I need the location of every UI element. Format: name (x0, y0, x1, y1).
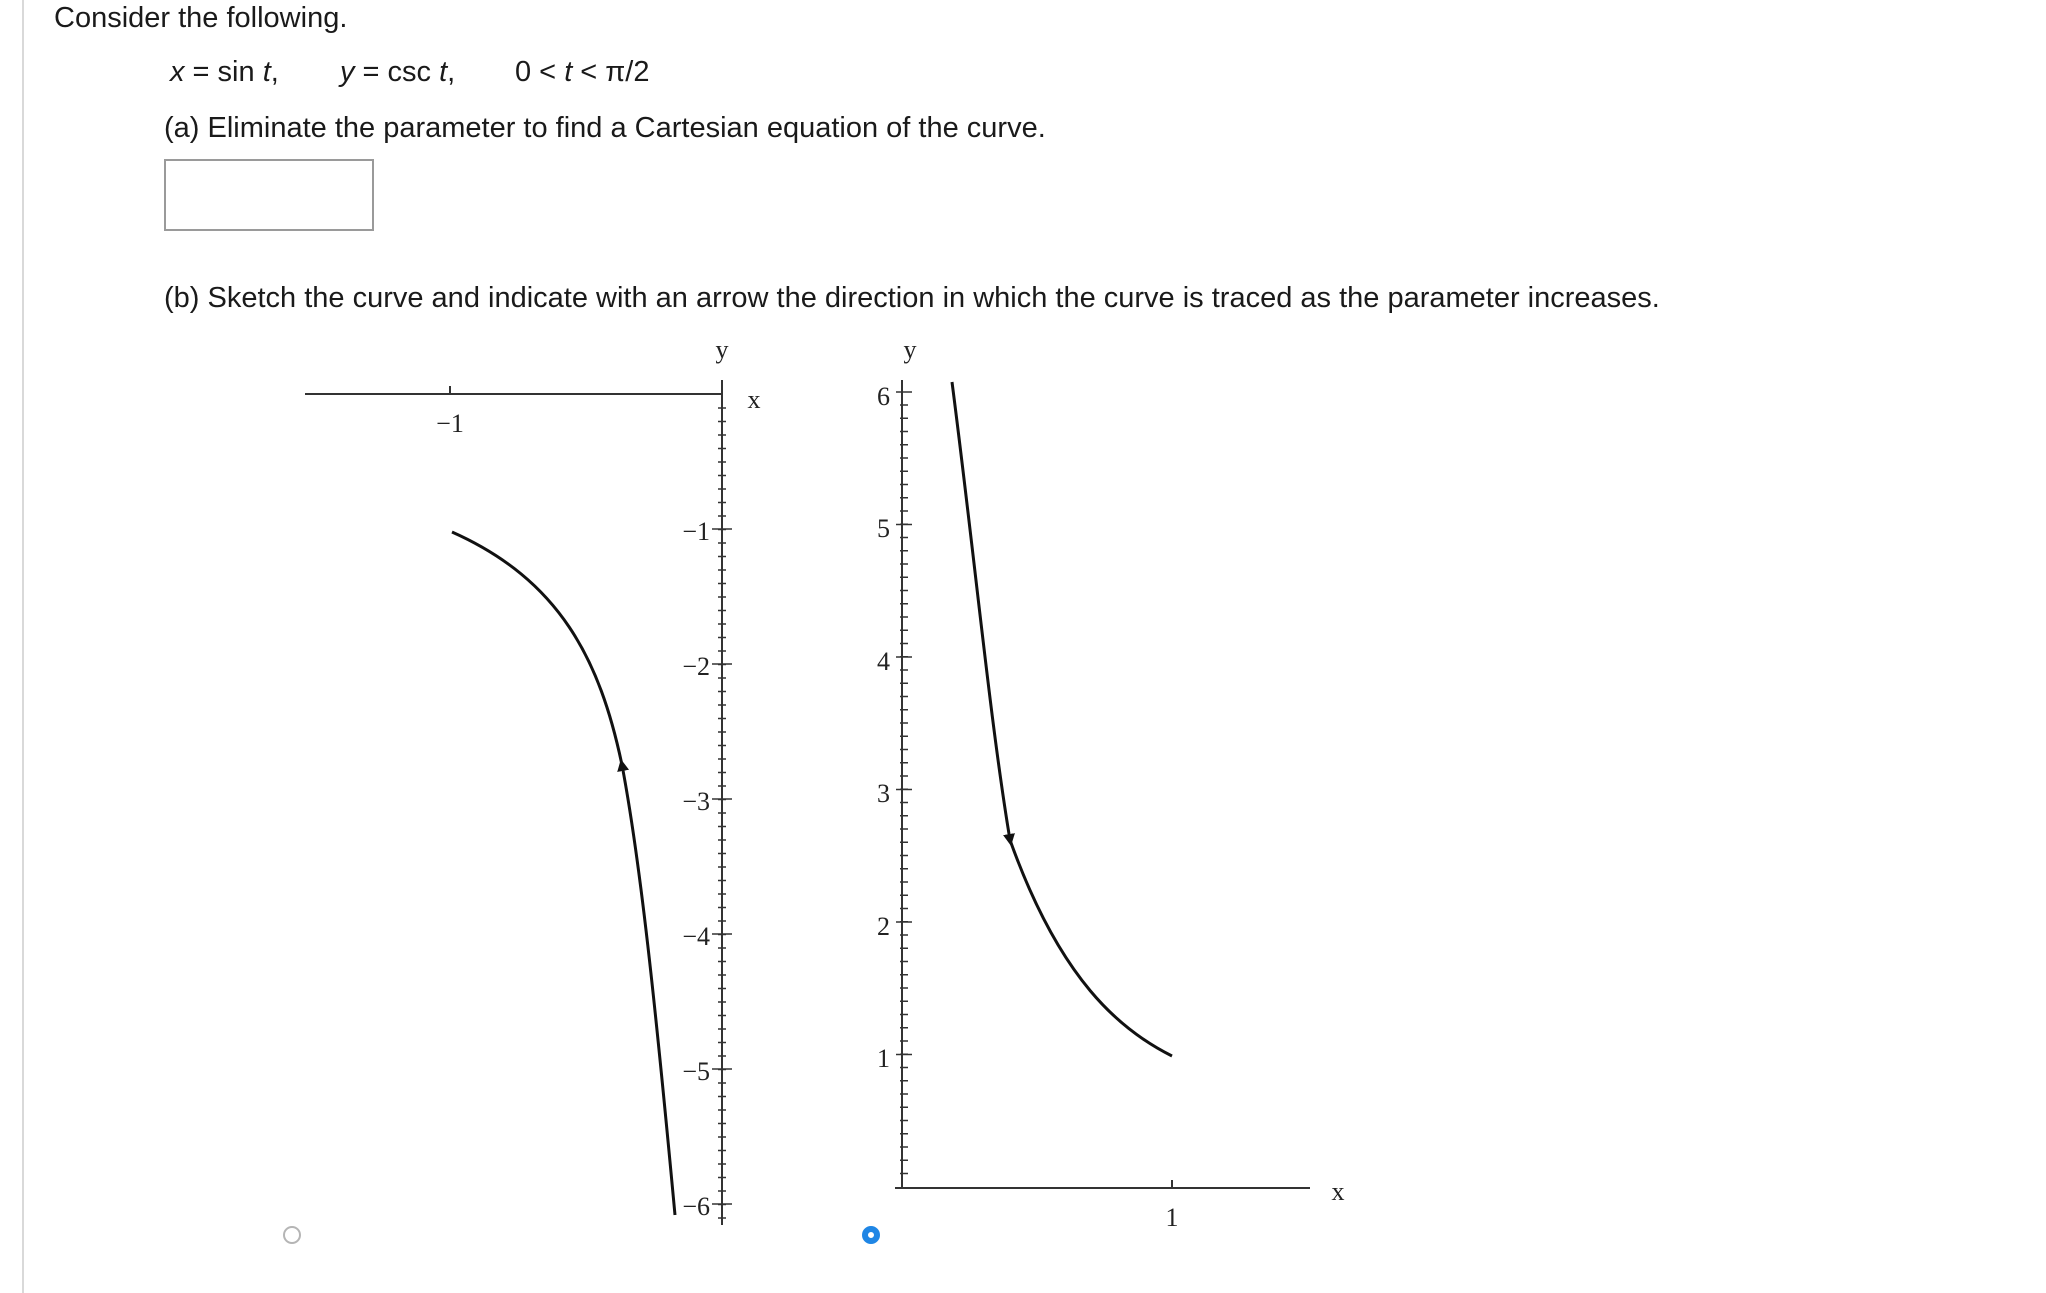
curve-upper-with-arrow (952, 382, 1010, 840)
y-tick-label: 1 (877, 1044, 890, 1073)
part-a-prompt: (a) Eliminate the parameter to find a Cartesian equation of the curve. (164, 112, 1046, 144)
y-tick-label: −4 (682, 922, 710, 951)
equation-range: 0 < t < π/2 (515, 56, 650, 88)
y-tick-label: 3 (877, 779, 890, 808)
y-tick-label: 4 (877, 647, 890, 676)
curve-lower-with-arrow (622, 765, 675, 1215)
part-b-prompt: (b) Sketch the curve and indicate with an arrow the direction in which the curve is traced as the parameter increases. (164, 282, 1660, 314)
question-intro: Consider the following. (54, 2, 348, 34)
curve-lower (1010, 840, 1172, 1056)
y-axis-label: y (903, 335, 917, 364)
y-tick-label: 5 (877, 514, 890, 543)
x-tick-label: 1 (1165, 1203, 1179, 1232)
option-a-radio[interactable] (283, 1226, 301, 1244)
graph-option-b (877, 335, 1345, 1232)
y-tick-label: −3 (682, 787, 710, 816)
x-axis-label: x (1331, 1177, 1345, 1206)
equation-y: y = csc t, (340, 56, 456, 88)
y-tick-label: −1 (682, 517, 710, 546)
graph-option-a (305, 335, 761, 1225)
y-tick-label: −5 (682, 1057, 710, 1086)
y-tick-label: 2 (877, 912, 890, 941)
y-axis-label: y (715, 335, 729, 364)
y-tick-label: 6 (877, 382, 890, 411)
x-tick-label: −1 (436, 409, 464, 438)
y-tick-label: −2 (682, 652, 710, 681)
y-tick-label: −6 (682, 1192, 710, 1221)
option-b-radio[interactable] (862, 1226, 880, 1244)
x-axis-label: x (747, 385, 761, 414)
curve-upper (452, 532, 622, 765)
equation-x: x = sin t, (170, 56, 279, 88)
